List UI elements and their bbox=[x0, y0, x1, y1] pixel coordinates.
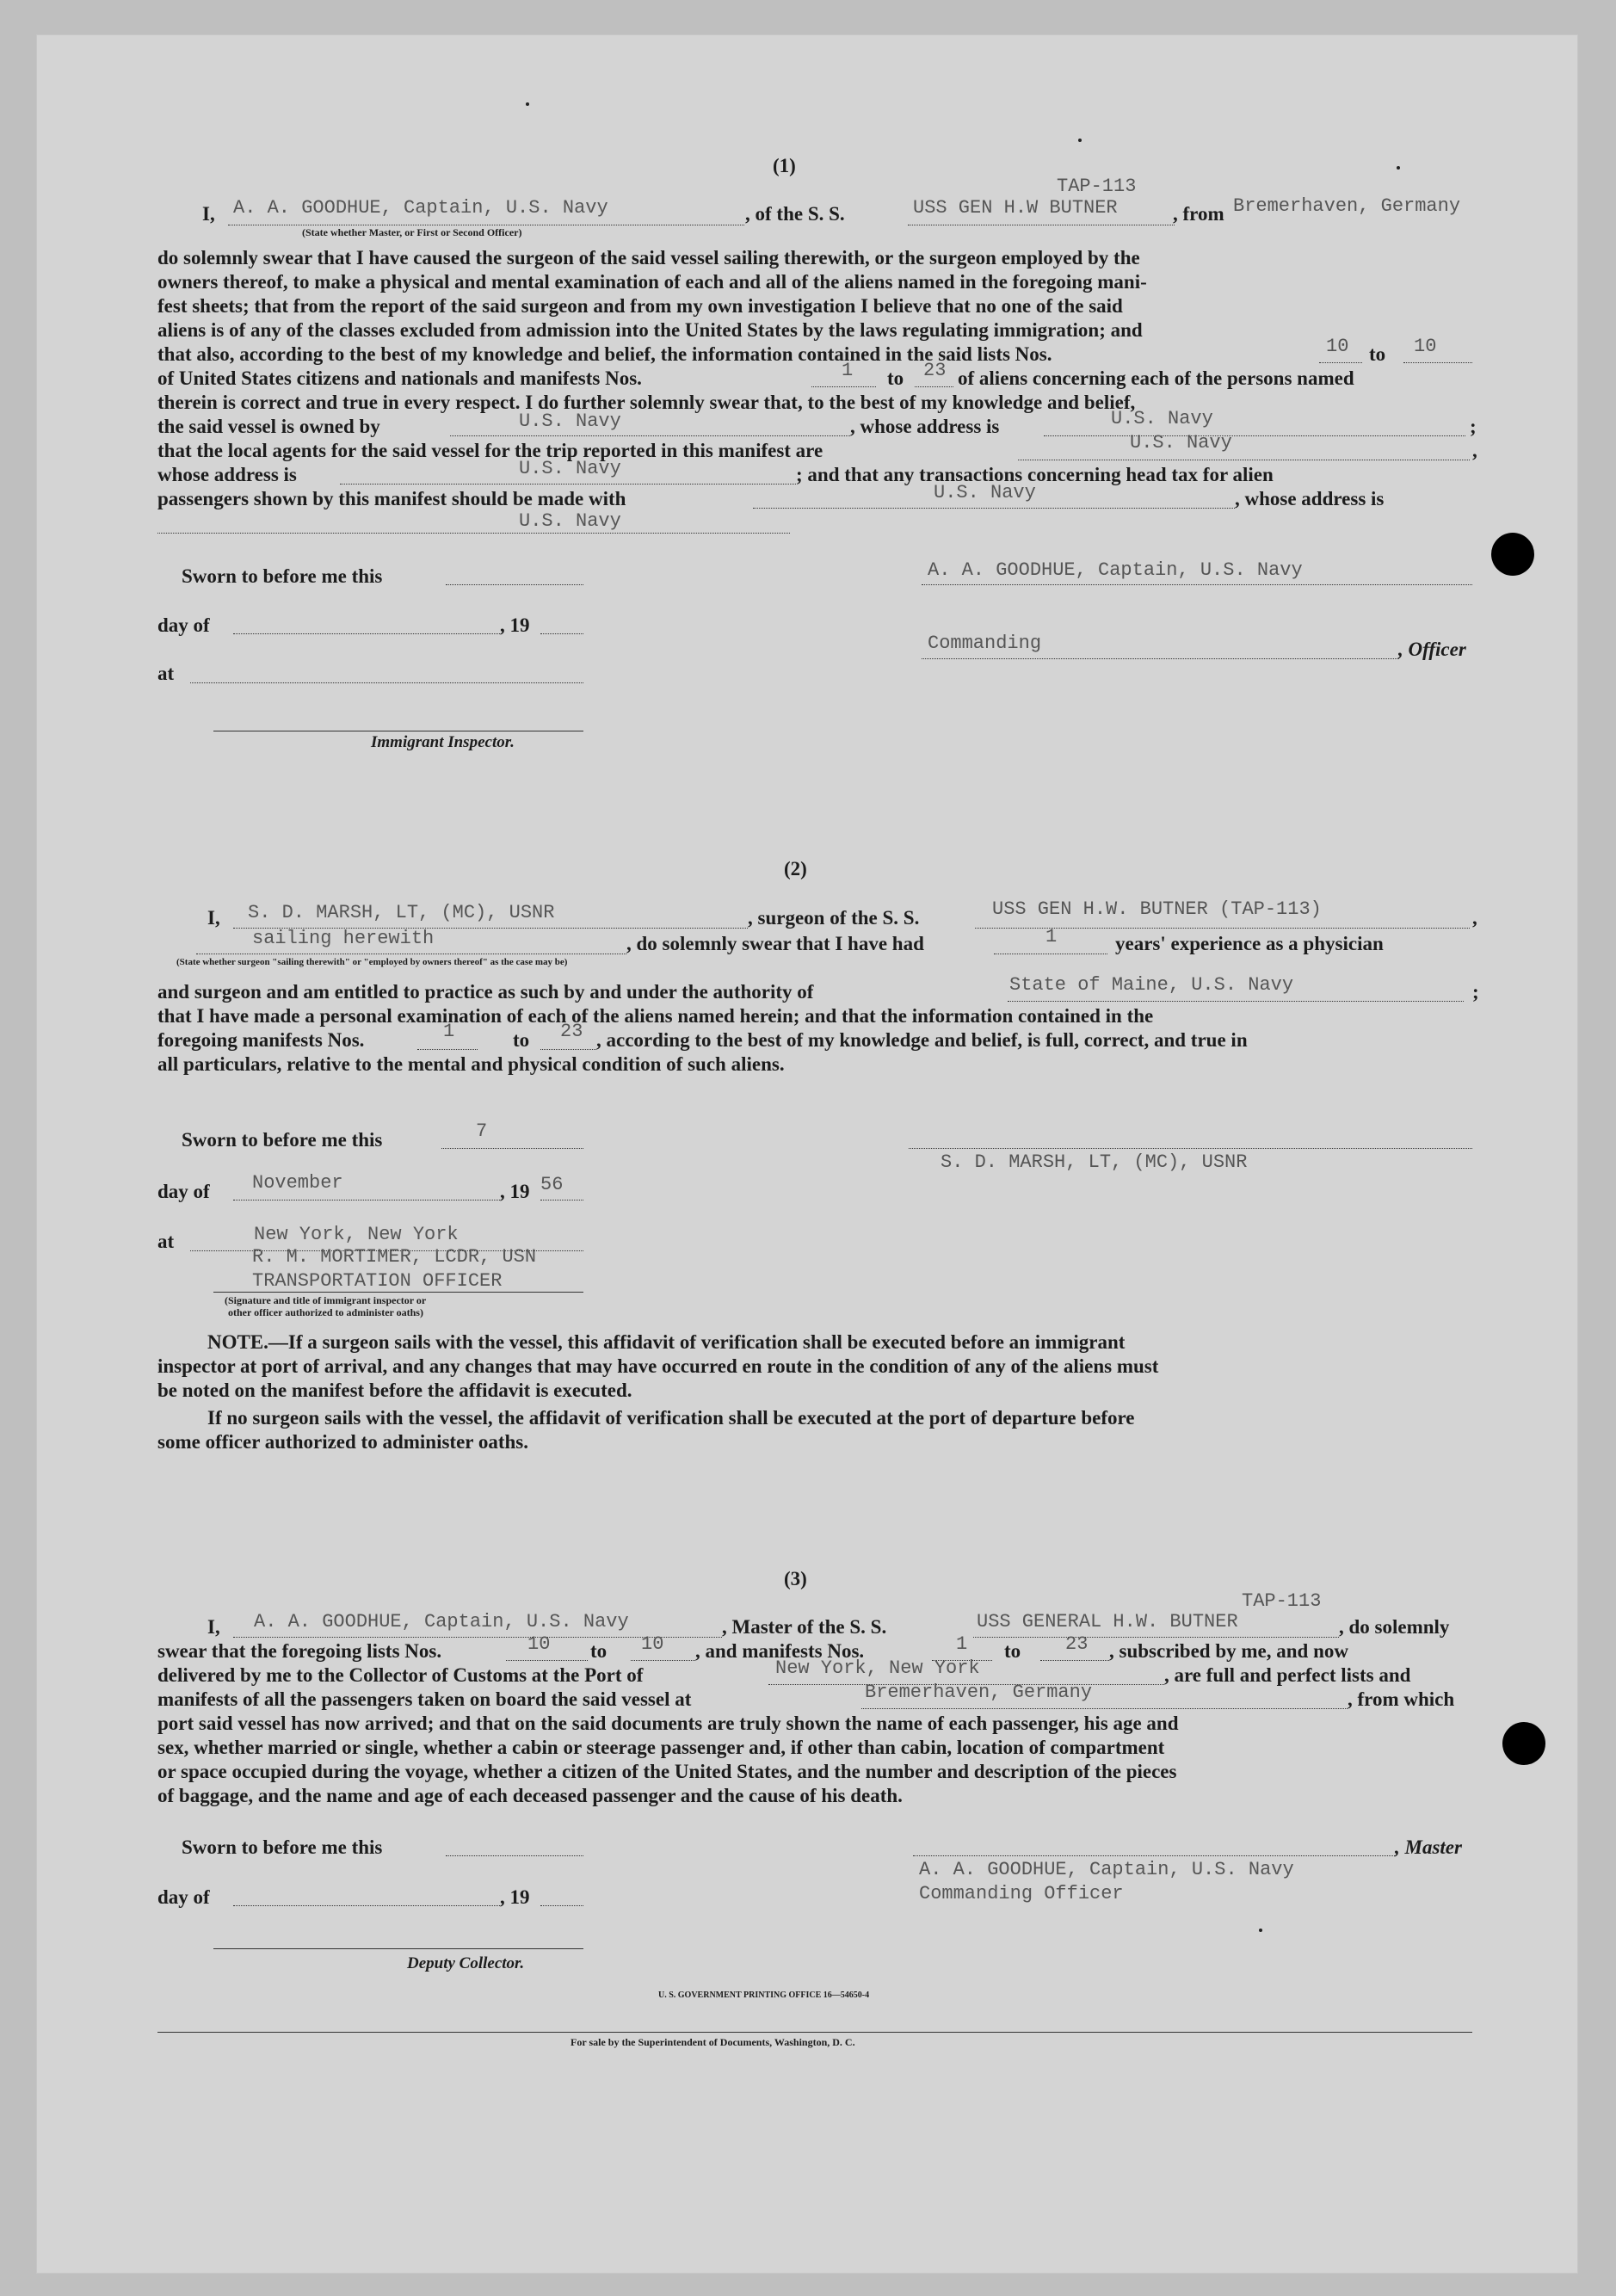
speck bbox=[1259, 1929, 1262, 1932]
year: 56 bbox=[540, 1174, 564, 1195]
lists-to: 10 bbox=[1414, 336, 1437, 357]
payment-line bbox=[753, 508, 1235, 509]
agents-label: that the local agents for the said vessel for the trip reported in this manifest are bbox=[157, 440, 823, 461]
years: 1 bbox=[1045, 926, 1058, 947]
authority: State of Maine, U.S. Navy bbox=[1009, 974, 1294, 996]
lists-to-line bbox=[1403, 362, 1472, 363]
section-number: (1) bbox=[773, 155, 796, 176]
master-name: A. A. GOODHUE, Captain, U.S. Navy bbox=[233, 197, 608, 219]
master-signature-line bbox=[913, 1855, 1395, 1856]
sworn-label: Sworn to before me this bbox=[182, 1836, 383, 1858]
of-ss-label: , of the S. S. bbox=[745, 203, 845, 225]
day-of-line bbox=[233, 1905, 500, 1906]
port-from: Bremerhaven, Germany bbox=[1233, 195, 1461, 217]
surgeon-signature: S. D. MARSH, LT, (MC), USNR bbox=[941, 1151, 1248, 1173]
from-which-label: , from which bbox=[1348, 1688, 1455, 1710]
taken-label: manifests of all the passengers taken on board the said vessel at bbox=[157, 1688, 692, 1710]
payment-address: U.S. Navy bbox=[519, 510, 621, 532]
at-label: at bbox=[157, 663, 175, 684]
sworn-line bbox=[441, 1148, 583, 1149]
sworn-label: Sworn to before me this bbox=[182, 1129, 383, 1151]
note-line: inspector at port of arrival, and any changes that may have occurred en route in the condition of any of the aliens must bbox=[157, 1355, 1159, 1377]
place: New York, New York bbox=[254, 1224, 459, 1245]
authority-label: and surgeon and am entitled to practice as such by and under the authority of bbox=[157, 981, 814, 1003]
comma: , bbox=[1472, 907, 1477, 929]
agents-address-line bbox=[340, 484, 796, 485]
from-label: , from bbox=[1173, 203, 1224, 225]
vessel-name: USS GEN H.W. BUTNER (TAP-113) bbox=[992, 898, 1322, 920]
to-label: to bbox=[1004, 1640, 1021, 1662]
foregoing-label: foregoing manifests Nos. bbox=[157, 1029, 365, 1051]
year-label: , 19 bbox=[500, 614, 530, 636]
years-label: years' experience as a physician bbox=[1115, 933, 1384, 954]
vessel-name: USS GENERAL H.W. BUTNER bbox=[977, 1611, 1238, 1633]
at-label: at bbox=[157, 1231, 175, 1252]
punch-hole bbox=[1502, 1722, 1545, 1765]
to-label: to bbox=[887, 367, 904, 389]
foregoing-label: swear that the foregoing lists Nos. bbox=[157, 1640, 442, 1662]
full-lists-label: , are full and perfect lists and bbox=[1164, 1664, 1411, 1686]
collector-label: Deputy Collector. bbox=[407, 1954, 525, 1972]
year-label: , 19 bbox=[500, 1886, 530, 1908]
month: November bbox=[252, 1172, 343, 1194]
payment-address-label: , whose address is bbox=[1235, 488, 1385, 509]
master-name: A. A. GOODHUE, Captain, U.S. Navy bbox=[254, 1611, 629, 1633]
officer-line bbox=[922, 658, 1399, 659]
lists-to: 10 bbox=[641, 1633, 664, 1655]
day-of-label: day of bbox=[157, 1886, 210, 1908]
body-line: of United States citizens and nationals and manifests Nos. bbox=[157, 367, 642, 389]
master-signature: A. A. GOODHUE, Captain, U.S. Navy bbox=[928, 559, 1303, 581]
body-line: aliens is of any of the classes excluded from admission into the United States by the laws regulating immigration; and bbox=[157, 319, 1143, 341]
note-line: NOTE.—If a surgeon sails with the vessel, this affidavit of verification shall be executed before an immigrant bbox=[207, 1331, 1126, 1353]
owner-line bbox=[450, 435, 850, 436]
sworn-line bbox=[446, 584, 583, 585]
officer-name: R. M. MORTIMER, LCDR, USN bbox=[252, 1246, 537, 1268]
manifests-from-line bbox=[417, 1049, 478, 1050]
body-line: of baggage, and the name and age of each deceased passenger and the cause of his death. bbox=[157, 1785, 903, 1806]
lists-to-line bbox=[631, 1660, 695, 1661]
owner: U.S. Navy bbox=[519, 410, 621, 432]
day-of-label: day of bbox=[157, 614, 210, 636]
sailing: sailing herewith bbox=[252, 928, 435, 949]
payment-label: passengers shown by this manifest should be made with bbox=[157, 488, 626, 509]
master-of-label: , Master of the S. S. bbox=[722, 1616, 887, 1638]
manifests-to-line bbox=[540, 1049, 596, 1050]
body-line: all particulars, relative to the mental and physical condition of such aliens. bbox=[157, 1053, 785, 1075]
agents-address-label: whose address is bbox=[157, 464, 297, 485]
day-of-label: day of bbox=[157, 1181, 210, 1202]
payment: U.S. Navy bbox=[934, 482, 1036, 503]
printing-office: U. S. GOVERNMENT PRINTING OFFICE 16—54650-4 bbox=[658, 1990, 870, 2000]
to-label: to bbox=[1369, 343, 1386, 365]
boarded-at-line bbox=[861, 1708, 1348, 1709]
body-line: or space occupied during the voyage, whether a citizen of the United States, and the number and description of the pieces bbox=[157, 1761, 1177, 1782]
officer-label: , Officer bbox=[1398, 639, 1466, 660]
body-line: port said vessel has now arrived; and that on the said documents are truly shown the name of each passenger, his age and bbox=[157, 1713, 1179, 1734]
vessel-name: USS GEN H.W BUTNER bbox=[913, 197, 1118, 219]
delivered-label: delivered by me to the Collector of Customs at the Port of bbox=[157, 1664, 644, 1686]
according-label: , according to the best of my knowledge and belief, is full, correct, and true in bbox=[596, 1029, 1248, 1051]
body-line: fest sheets; that from the report of the said surgeon and from my own investigation I believe that no one of the said bbox=[157, 295, 1123, 317]
sig-note: other officer authorized to administer oaths) bbox=[228, 1306, 423, 1318]
lists-from-line bbox=[1319, 362, 1362, 363]
i-label: I, bbox=[207, 1616, 220, 1638]
sig-note: (Signature and title of immigrant inspector or bbox=[225, 1294, 427, 1306]
at-line bbox=[190, 682, 583, 683]
agents: U.S. Navy bbox=[1130, 432, 1232, 454]
section-number: (3) bbox=[784, 1568, 807, 1589]
vessel-line bbox=[973, 1637, 1339, 1638]
tap-number: TAP-113 bbox=[1057, 176, 1137, 197]
body-line: that I have made a personal examination of each of the aliens named herein; and that the information contained in the bbox=[157, 1005, 1154, 1027]
payment-address-line bbox=[157, 533, 790, 534]
swear-label: , do solemnly swear that I have had bbox=[626, 933, 924, 954]
officer-title: TRANSPORTATION OFFICER bbox=[252, 1270, 503, 1292]
body-line: owners thereof, to make a physical and mental examination of each and all of the aliens named in the foregoing mani- bbox=[157, 271, 1147, 293]
for-sale-note: For sale by the Superintendent of Documents, Washington, D. C. bbox=[571, 2036, 855, 2048]
owned-by-label: the said vessel is owned by bbox=[157, 416, 380, 437]
year-line bbox=[540, 1905, 583, 1906]
inspector-label: Immigrant Inspector. bbox=[371, 733, 515, 751]
surgeon-note: (State whether surgeon "sailing therewith" or "employed by owners thereof" as the case may be) bbox=[176, 957, 568, 967]
manifests-to-line bbox=[915, 386, 953, 387]
manifests-from: 1 bbox=[443, 1021, 455, 1042]
semicolon: ; bbox=[1472, 981, 1479, 1003]
to-label: to bbox=[513, 1029, 530, 1051]
body-line: that also, according to the best of my knowledge and belief, the information contained in the said lists Nos. bbox=[157, 343, 1052, 365]
owner-address: U.S. Navy bbox=[1111, 408, 1213, 429]
oath-signature-line bbox=[213, 1292, 583, 1293]
master-note: (State whether Master, or First or Second Officer) bbox=[302, 226, 522, 238]
manifests-to-line bbox=[1040, 1660, 1109, 1661]
surgeon-signature-line bbox=[909, 1148, 1472, 1149]
owner-address-line bbox=[1044, 435, 1465, 436]
swear-label: , do solemnly bbox=[1339, 1616, 1450, 1638]
manifest-affidavit-page bbox=[36, 34, 1578, 2274]
master-signature: A. A. GOODHUE, Captain, U.S. Navy bbox=[919, 1859, 1294, 1880]
year-line bbox=[540, 633, 583, 634]
whose-address-label: , whose address is bbox=[850, 416, 1000, 437]
day-of-line bbox=[233, 633, 500, 634]
speck bbox=[526, 102, 529, 106]
year-label: , 19 bbox=[500, 1181, 530, 1202]
subscribed-label: , subscribed by me, and now bbox=[1109, 1640, 1348, 1662]
footer-rule bbox=[157, 2032, 1472, 2033]
lists-from: 10 bbox=[1326, 336, 1349, 357]
commanding: Commanding bbox=[928, 633, 1042, 654]
surgeon-name: S. D. MARSH, LT, (MC), USNR bbox=[248, 902, 555, 923]
manifests-to: 23 bbox=[560, 1021, 583, 1042]
sworn-line bbox=[446, 1855, 583, 1856]
lists-from-line bbox=[506, 1660, 588, 1661]
boarded-at: Bremerhaven, Germany bbox=[865, 1682, 1093, 1703]
to-label: to bbox=[590, 1640, 608, 1662]
comma: , bbox=[1472, 440, 1477, 461]
note-line: If no surgeon sails with the vessel, the affidavit of verification shall be executed at the port of departure before bbox=[207, 1407, 1135, 1429]
tap-number: TAP-113 bbox=[1242, 1590, 1322, 1612]
manifests-to: 23 bbox=[1065, 1633, 1089, 1655]
head-tax-label: ; and that any transactions concerning head tax for alien bbox=[796, 464, 1274, 485]
i-label: I, bbox=[202, 203, 215, 225]
authority-line bbox=[1008, 1001, 1464, 1002]
i-label: I, bbox=[207, 907, 220, 929]
note-line: some officer authorized to administer oaths. bbox=[157, 1431, 528, 1453]
body-line: therein is correct and true in every respect. I do further solemnly swear that, to the best of my knowledge and belief, bbox=[157, 392, 1136, 413]
and-manifests-label: , and manifests Nos. bbox=[695, 1640, 865, 1662]
surgeon-of-label: , surgeon of the S. S. bbox=[748, 907, 920, 929]
body-line: do solemnly swear that I have caused the surgeon of the said vessel sailing therewith, or the surgeon employed by the bbox=[157, 247, 1140, 268]
speck bbox=[1078, 139, 1082, 142]
lists-from: 10 bbox=[527, 1633, 551, 1655]
collector-signature-line bbox=[213, 1948, 583, 1949]
port: New York, New York bbox=[775, 1657, 980, 1679]
body-line: sex, whether married or single, whether a cabin or steerage passenger and, if other than cabin, location of compartment bbox=[157, 1737, 1165, 1758]
body-line: of aliens concerning each of the persons named bbox=[958, 367, 1354, 389]
sworn-label: Sworn to before me this bbox=[182, 565, 383, 587]
signature-line bbox=[922, 584, 1472, 585]
note-line: be noted on the manifest before the affidavit is executed. bbox=[157, 1379, 632, 1401]
manifests-from-line bbox=[811, 386, 876, 387]
semicolon: ; bbox=[1470, 416, 1477, 437]
speck bbox=[1397, 166, 1400, 170]
manifests-from: 1 bbox=[956, 1633, 968, 1655]
section-number: (2) bbox=[784, 858, 807, 880]
master-label: , Master bbox=[1395, 1836, 1462, 1858]
commanding-officer: Commanding Officer bbox=[919, 1883, 1124, 1904]
punch-hole bbox=[1491, 533, 1534, 576]
manifests-from: 1 bbox=[842, 360, 854, 381]
agents-address: U.S. Navy bbox=[519, 458, 621, 479]
manifests-to: 23 bbox=[923, 360, 947, 381]
sworn-day: 7 bbox=[476, 1120, 488, 1142]
